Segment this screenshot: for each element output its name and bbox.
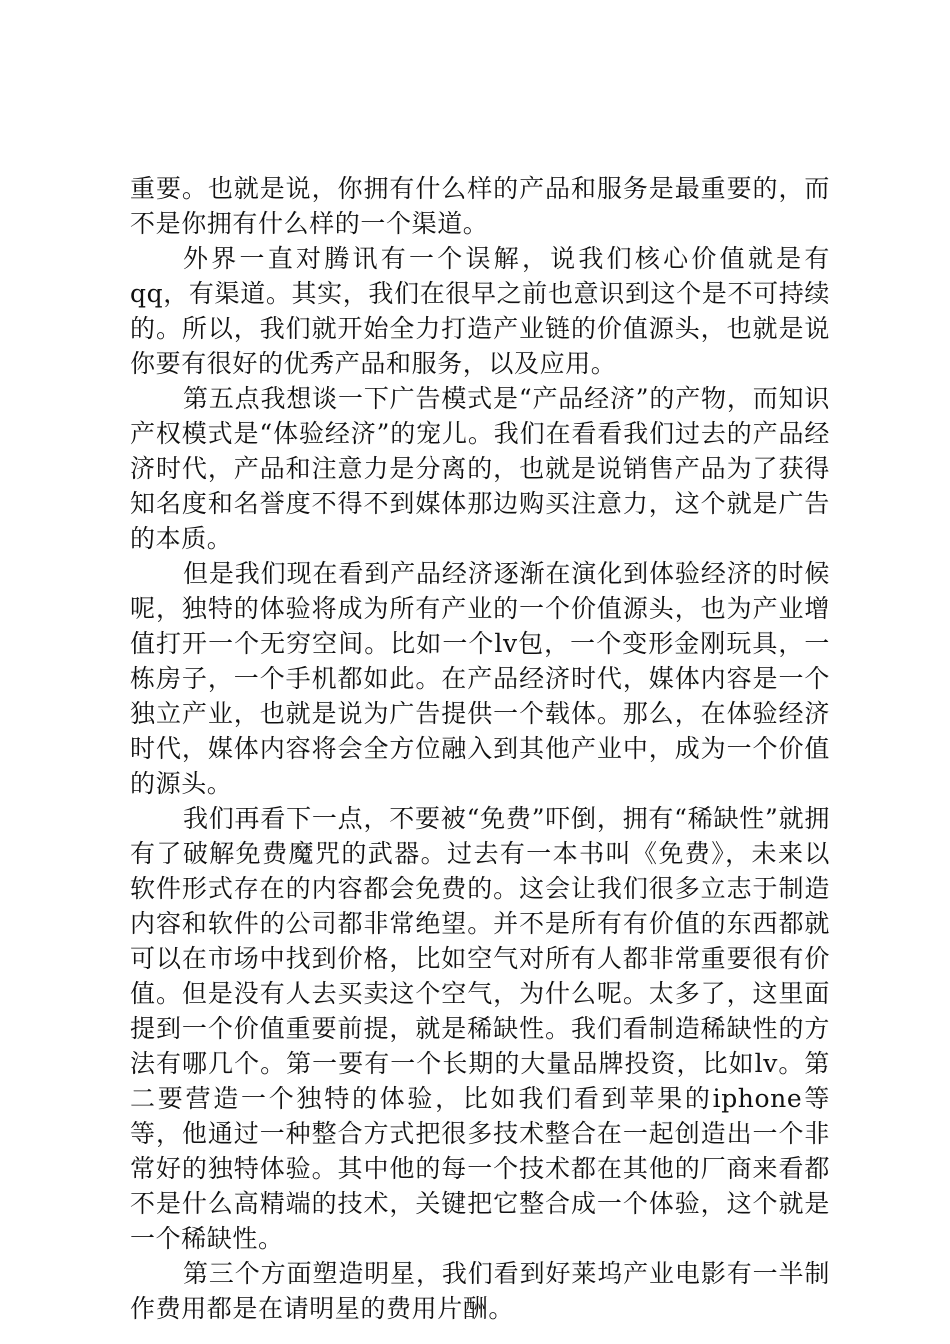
paragraph-4: 但是我们现在看到产品经济逐渐在演化到体验经济的时候呢，独特的体验将成为所有产业的一个价值源头，也为产业增值打开一个无穷空间。比如一个lv包，一个变形金刚玩具，一栋房子，一个手机都如此。在产品经济时代，媒体内容是一个独立产业，也就是说为广告提供一个载体。那么，在体验经济时代，媒体内容将会全方位融入到其他产业中，成为一个价值的源头。 — [130, 559, 830, 798]
paragraph-3: 第五点我想谈一下广告模式是“产品经济”的产物，而知识产权模式是“体验经济”的宠儿。我们在看看我们过去的产品经济时代，产品和注意力是分离的，也就是说销售产品为了获得知名度和名誉度不得不到媒体那边购买注意力，这个就是广告的本质。 — [130, 384, 830, 553]
document-body — [130, 171, 830, 1326]
paragraph-5: 我们再看下一点，不要被“免费”吓倒，拥有“稀缺性”就拥有了破解免费魔咒的武器。过去有一本书叫《免费》，未来以软件形式存在的内容都会免费的。这会让我们很多立志于制造内容和软件的公司都非常绝望。并不是所有有价值的东西都就可以在市场中找到价格，比如空气对所有人都非常重要很有价值。但是没有人去买卖这个空气，为什么呢。太多了，这里面提到一个价值重要前提，就是稀缺性。我们看制造稀缺性的方法有哪几个。第一要有一个长期的大量品牌投资，比如lv。第二要营造一个独特的体验，比如我们看到苹果的iphone等等，他通过一种整合方式把很多技术整合在一起创造出一个非常好的独特体验。其中他的每一个技术都在其他的厂商来看都不是什么高精端的技术，关键把它整合成一个体验，这个就是一个稀缺性。 — [130, 804, 830, 1253]
paragraph-2: 外界一直对腾讯有一个误解，说我们核心价值就是有qq，有渠道。其实，我们在很早之前也意识到这个是不可持续的。所以，我们就开始全力打造产业链的价值源头，也就是说你要有很好的优秀产品和服务，以及应用。 — [130, 244, 830, 378]
paragraph-6: 第三个方面塑造明星，我们看到好莱坞产业电影有一半制作费用都是在请明星的费用片酬。 — [130, 1259, 830, 1323]
paragraph-1: 重要。也就是说，你拥有什么样的产品和服务是最重要的，而不是你拥有什么样的一个渠道。 — [130, 174, 830, 238]
